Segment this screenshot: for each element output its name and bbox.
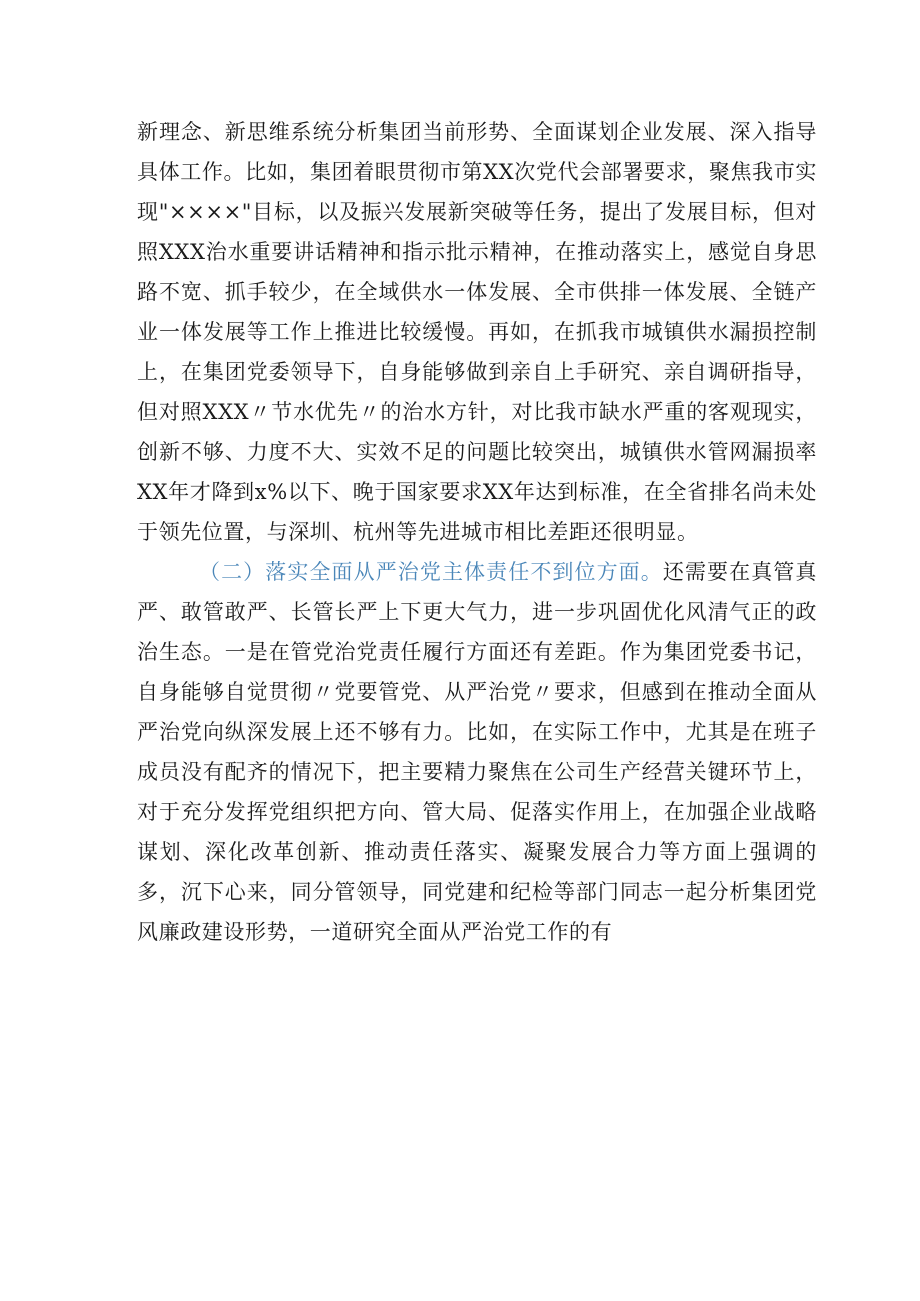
paragraph-1 [137,112,817,552]
paragraph-2 [137,552,817,952]
document-body [137,112,817,952]
paragraph-2-text: 还需要在真管真严、敢管敢严、长管长严上下更大气力，进一步巩固优化风清气正的政治生态。一是在管党治党责任履行方面还有差距。作为集团党委书记，自身能够自觉贯彻〃党要管党、从严治党〃要求，但感到在推动全面从严治党向纵深发展上还不够有力。比如，在实际工作中，尤其是在班子成员没有配齐的情况下，把主要精力聚焦在公司生产经营关键环节上，对于充分发挥党组织把方向、管大局、促落实作用上，在加强企业战略谋划、深化改革创新、推动责任落实、凝聚发展合力等方面上强调的多，沉下心来，同分管领导，同党建和纪检等部门同志一起分析集团党风廉政建设形势，一道研究全面从严治党工作的有 [137,560,817,944]
section-heading: （二）落实全面从严治党主体责任不到位方面。 [199,560,663,584]
paragraph-1-text: 新理念、新思维系统分析集团当前形势、全面谋划企业发展、深入指导具体工作。比如，集团着眼贯彻市第XX次党代会部署要求，聚焦我市实现"××××"目标，以及振兴发展新突破等任务，提出了发展目标，但对照XXX治水重要讲话精神和指示批示精神，在推动落实上，感觉自身思路不宽、抓手较少，在全域供水一体发展、全市供排一体发展、全链产业一体发展等工作上推进比较缓慢。再如，在抓我市城镇供水漏损控制上，在集团党委领导下，自身能够做到亲自上手研究、亲自调研指导，但对照XXX〃节水优先〃的治水方针，对比我市缺水严重的客观现实，创新不够、力度不大、实效不足的问题比较突出，城镇供水管网漏损率XX年才降到x%以下、晚于国家要求XX年达到标准，在全省排名尚未处于领先位置，与深圳、杭州等先进城市相比差距还很明显。 [137,120,817,544]
